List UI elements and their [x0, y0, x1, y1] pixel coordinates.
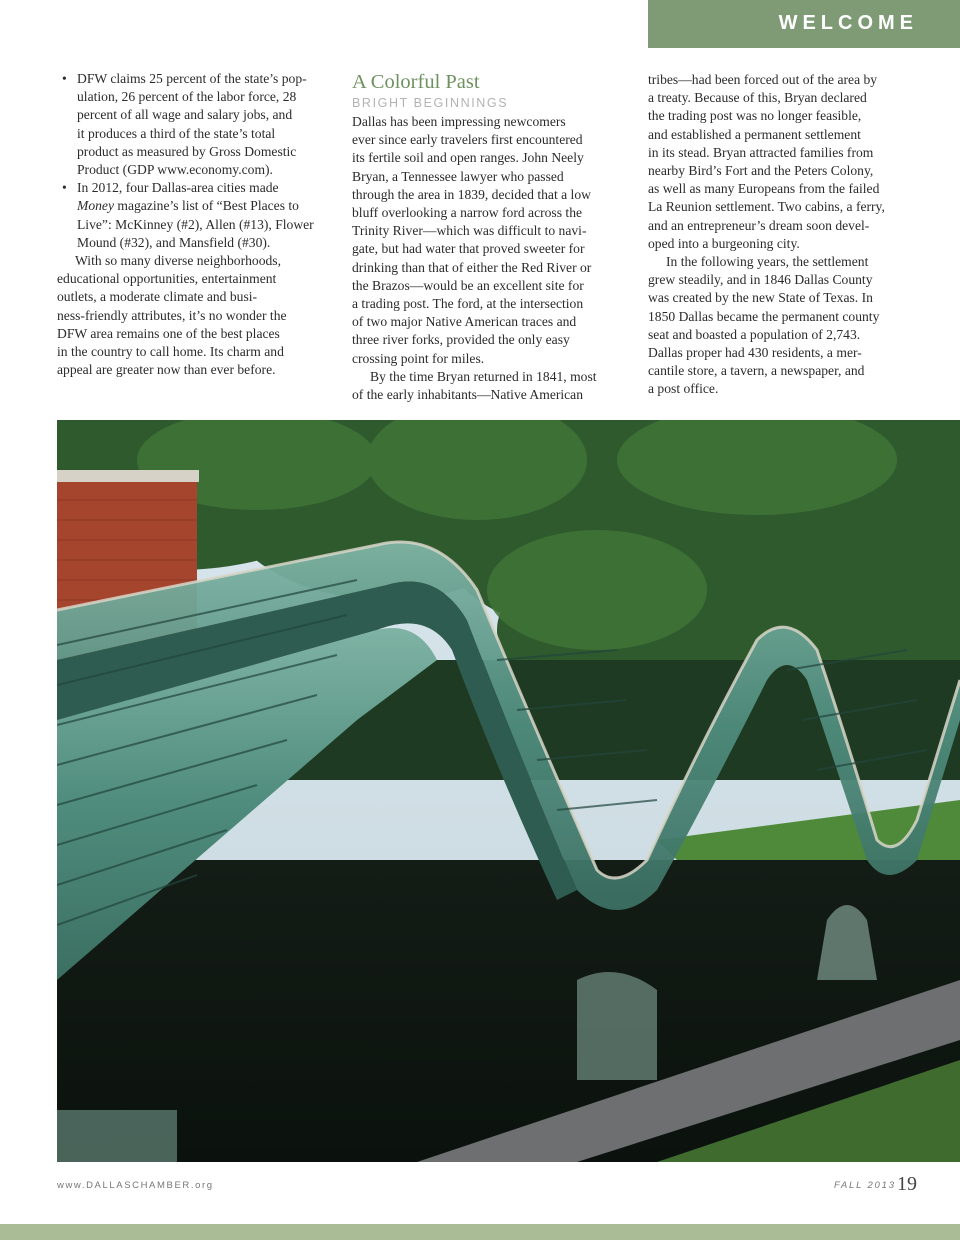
body-paragraph: By the time Bryan returned in 1841, most of the early inhabitants—Native American: [352, 368, 597, 403]
section-header-band: [648, 0, 960, 48]
sculpture-photo: [57, 420, 960, 1162]
column-3: [648, 71, 915, 399]
fact-text: In 2012, four Dallas-area cities made Money magazine’s list of “Best Places to Live”: McKinney (#2), Allen (#13), Flower Mound (#32), and Mansfield (#30).: [77, 180, 314, 250]
article-heading: A Colorful Past: [352, 71, 480, 93]
footer-website: www.DALLASCHAMBER.org: [57, 1180, 214, 1191]
column-1: [57, 70, 324, 379]
fact-list-item: [57, 70, 324, 179]
fact-list-item: [57, 179, 324, 252]
bullet-icon: •: [62, 71, 67, 86]
column-2: [352, 70, 620, 404]
article-subheading: BRIGHT BEGINNINGS: [352, 96, 509, 110]
bullet-icon: •: [62, 180, 67, 196]
page-number: 19: [897, 1173, 917, 1195]
section-label: WELCOME: [778, 12, 918, 34]
fact-text: DFW claims 25 percent of the state’s pop- ulation, 26 percent of the labor force, 28 percent of all wage and salary jobs, and it produces a third of the state’s total product as measured by Gross Domestic Product (GDP www.economy.com).: [77, 71, 307, 178]
body-paragraph: Dallas has been impressing newcomers ever since early travelers first encountered its fertile soil and open ranges. John Neely Bryan, a Tennessee lawyer who passed through the area in 1839, decided that a low bluff overlooking a narrow ford across the Trinity River—which was difficult to navi- gate, but had water that proved sweeter for drinking than that of either the Red River or the Brazos—would be an excellent site for a trading post. The ford, at the intersection of two major Native American traces and three river forks, provided the only easy crossing point for miles.: [352, 114, 592, 366]
footer-issue-date: FALL 2013: [834, 1180, 896, 1191]
body-paragraph: In the following years, the settlement grew steadily, and in 1846 Dallas County was created by the new State of Texas. In 1850 Dallas became the permanent county seat and boasted a population of 2,743. Dallas proper had 430 residents, a mer- cantile store, a tavern, a newspaper, and a post office.: [648, 254, 880, 397]
fact-list: [57, 70, 324, 252]
body-paragraph: With so many diverse neighborhoods, educational opportunities, entertainment outlets, a moderate climate and busi- ness-friendly attributes, it’s no wonder the DFW area remains one of the best places in the country to call home. Its charm and appeal are greater now than ever before.: [57, 253, 287, 378]
body-paragraph: tribes—had been forced out of the area by a treaty. Because of this, Bryan declared the trading post was no longer feasible, and established a permanent settlement in its stead. Bryan attracted families from nearby Bird’s Fort and the Peters Colony, as well as many Europeans from the failed La Reunion settlement. Two cabins, a ferry, and an entrepreneur’s dream soon devel- oped into a burgeoning city.: [648, 72, 885, 251]
bottom-color-band: [0, 1224, 960, 1240]
